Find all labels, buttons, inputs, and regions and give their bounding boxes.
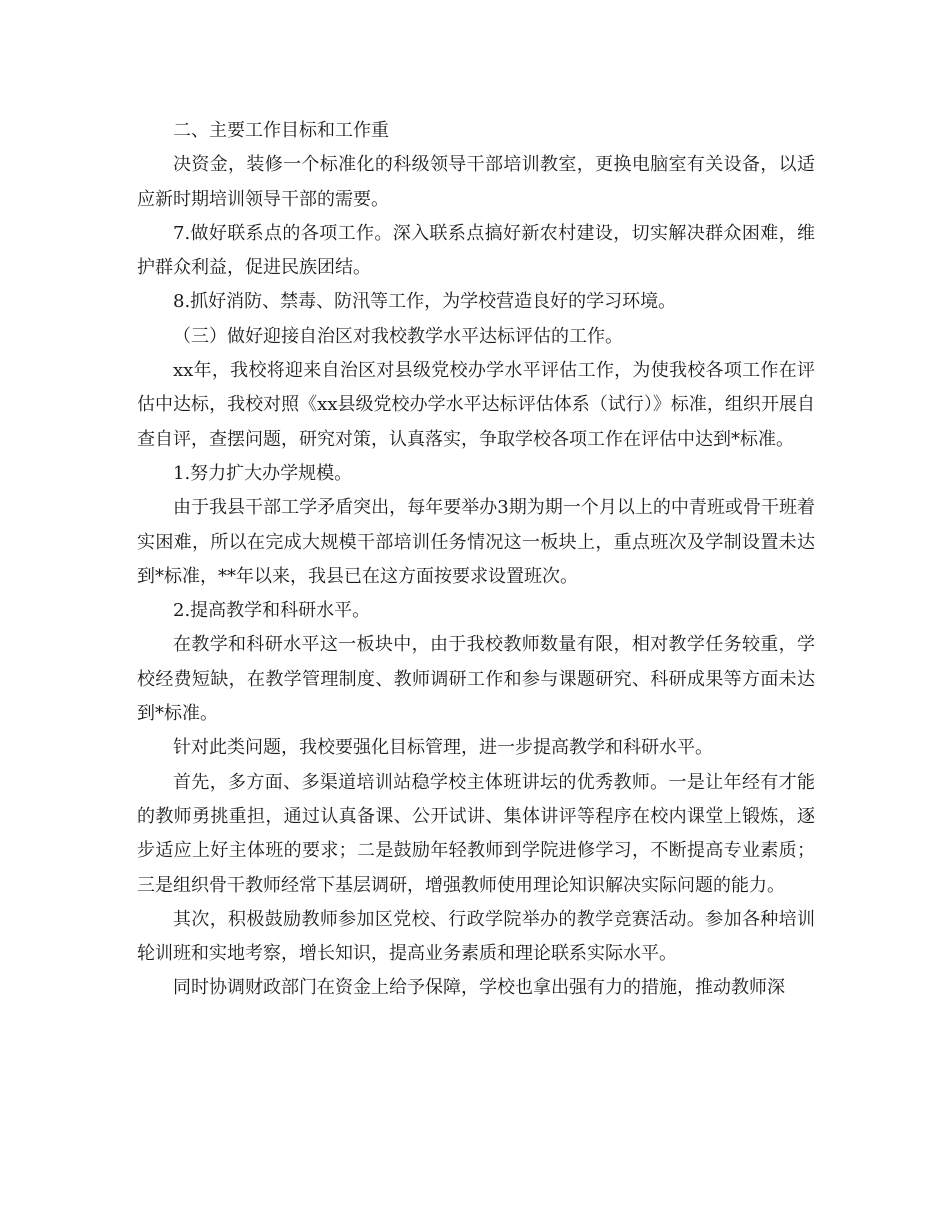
list-item-heading: 1.努力扩大办学规模。: [173, 462, 353, 484]
subsection-heading: （三）做好迎接自治区对我校教学水平达标评估的工作。: [173, 325, 623, 347]
paragraph: 首先，多方面、多渠道培训站稳学校主体班讲坛的优秀教师。一是让年经有才能的教师勇挑重担，通过认真备课、公开试讲、集体讲评等程序在校内课堂上锻炼，逐步适应上好主体班的要求；二是鼓励年轻教师到学院进修学习，不断提高专业素质；三是组织骨干教师经常下基层调研，增强教师使用理论知识解决实际问题的能力。: [137, 771, 815, 896]
paragraph: 在教学和科研水平这一板块中，由于我校教师数量有限，相对教学任务较重，学校经费短缺，在教学管理制度、教师调研工作和参与课题研究、科研成果等方面未达到*标准。: [137, 634, 815, 725]
list-item-heading: 2.提高教学和科研水平。: [173, 600, 371, 622]
paragraph: 8.抓好消防、禁毒、防汛等工作，为学校营造良好的学习环境。: [173, 291, 677, 313]
paragraph: 针对此类问题，我校要强化目标管理，进一步提高教学和科研水平。: [173, 737, 713, 759]
paragraph: 同时协调财政部门在资金上给予保障，学校也拿出强有力的措施，推动教师深: [173, 977, 785, 999]
document-body: [137, 114, 815, 1006]
paragraph: 7.做好联系点的各项工作。深入联系点搞好新农村建设，切实解决群众困难，维护群众利益，促进民族团结。: [137, 222, 815, 279]
section-heading: 二、主要工作目标和工作重: [173, 120, 389, 141]
paragraph: 由于我县干部工学矛盾突出，每年要举办3期为期一个月以上的中青班或骨干班着实困难，所以在完成大规模干部培训任务情况这一板块上，重点班次及学制设置未达到*标准，**年以来，我县已在这方面按要求设置班次。: [137, 497, 815, 587]
paragraph: 其次，积极鼓励教师参加区党校、行政学院举办的教学竞赛活动。参加各种培训轮训班和实地考察，增长知识，提高业务素质和理论联系实际水平。: [137, 908, 815, 965]
paragraph: xx年，我校将迎来自治区对县级党校办学水平评估工作，为使我校各项工作在评估中达标，我校对照《xx县级党校办学水平达标评估体系（试行）》标准，组织开展自查自评，查摆问题，研究对策，认真落实，争取学校各项工作在评估中达到*标准。: [137, 360, 815, 450]
paragraph: 决资金，装修一个标准化的科级领导干部培训教室，更换电脑室有关设备，以适应新时期培训领导干部的需要。: [137, 154, 815, 210]
